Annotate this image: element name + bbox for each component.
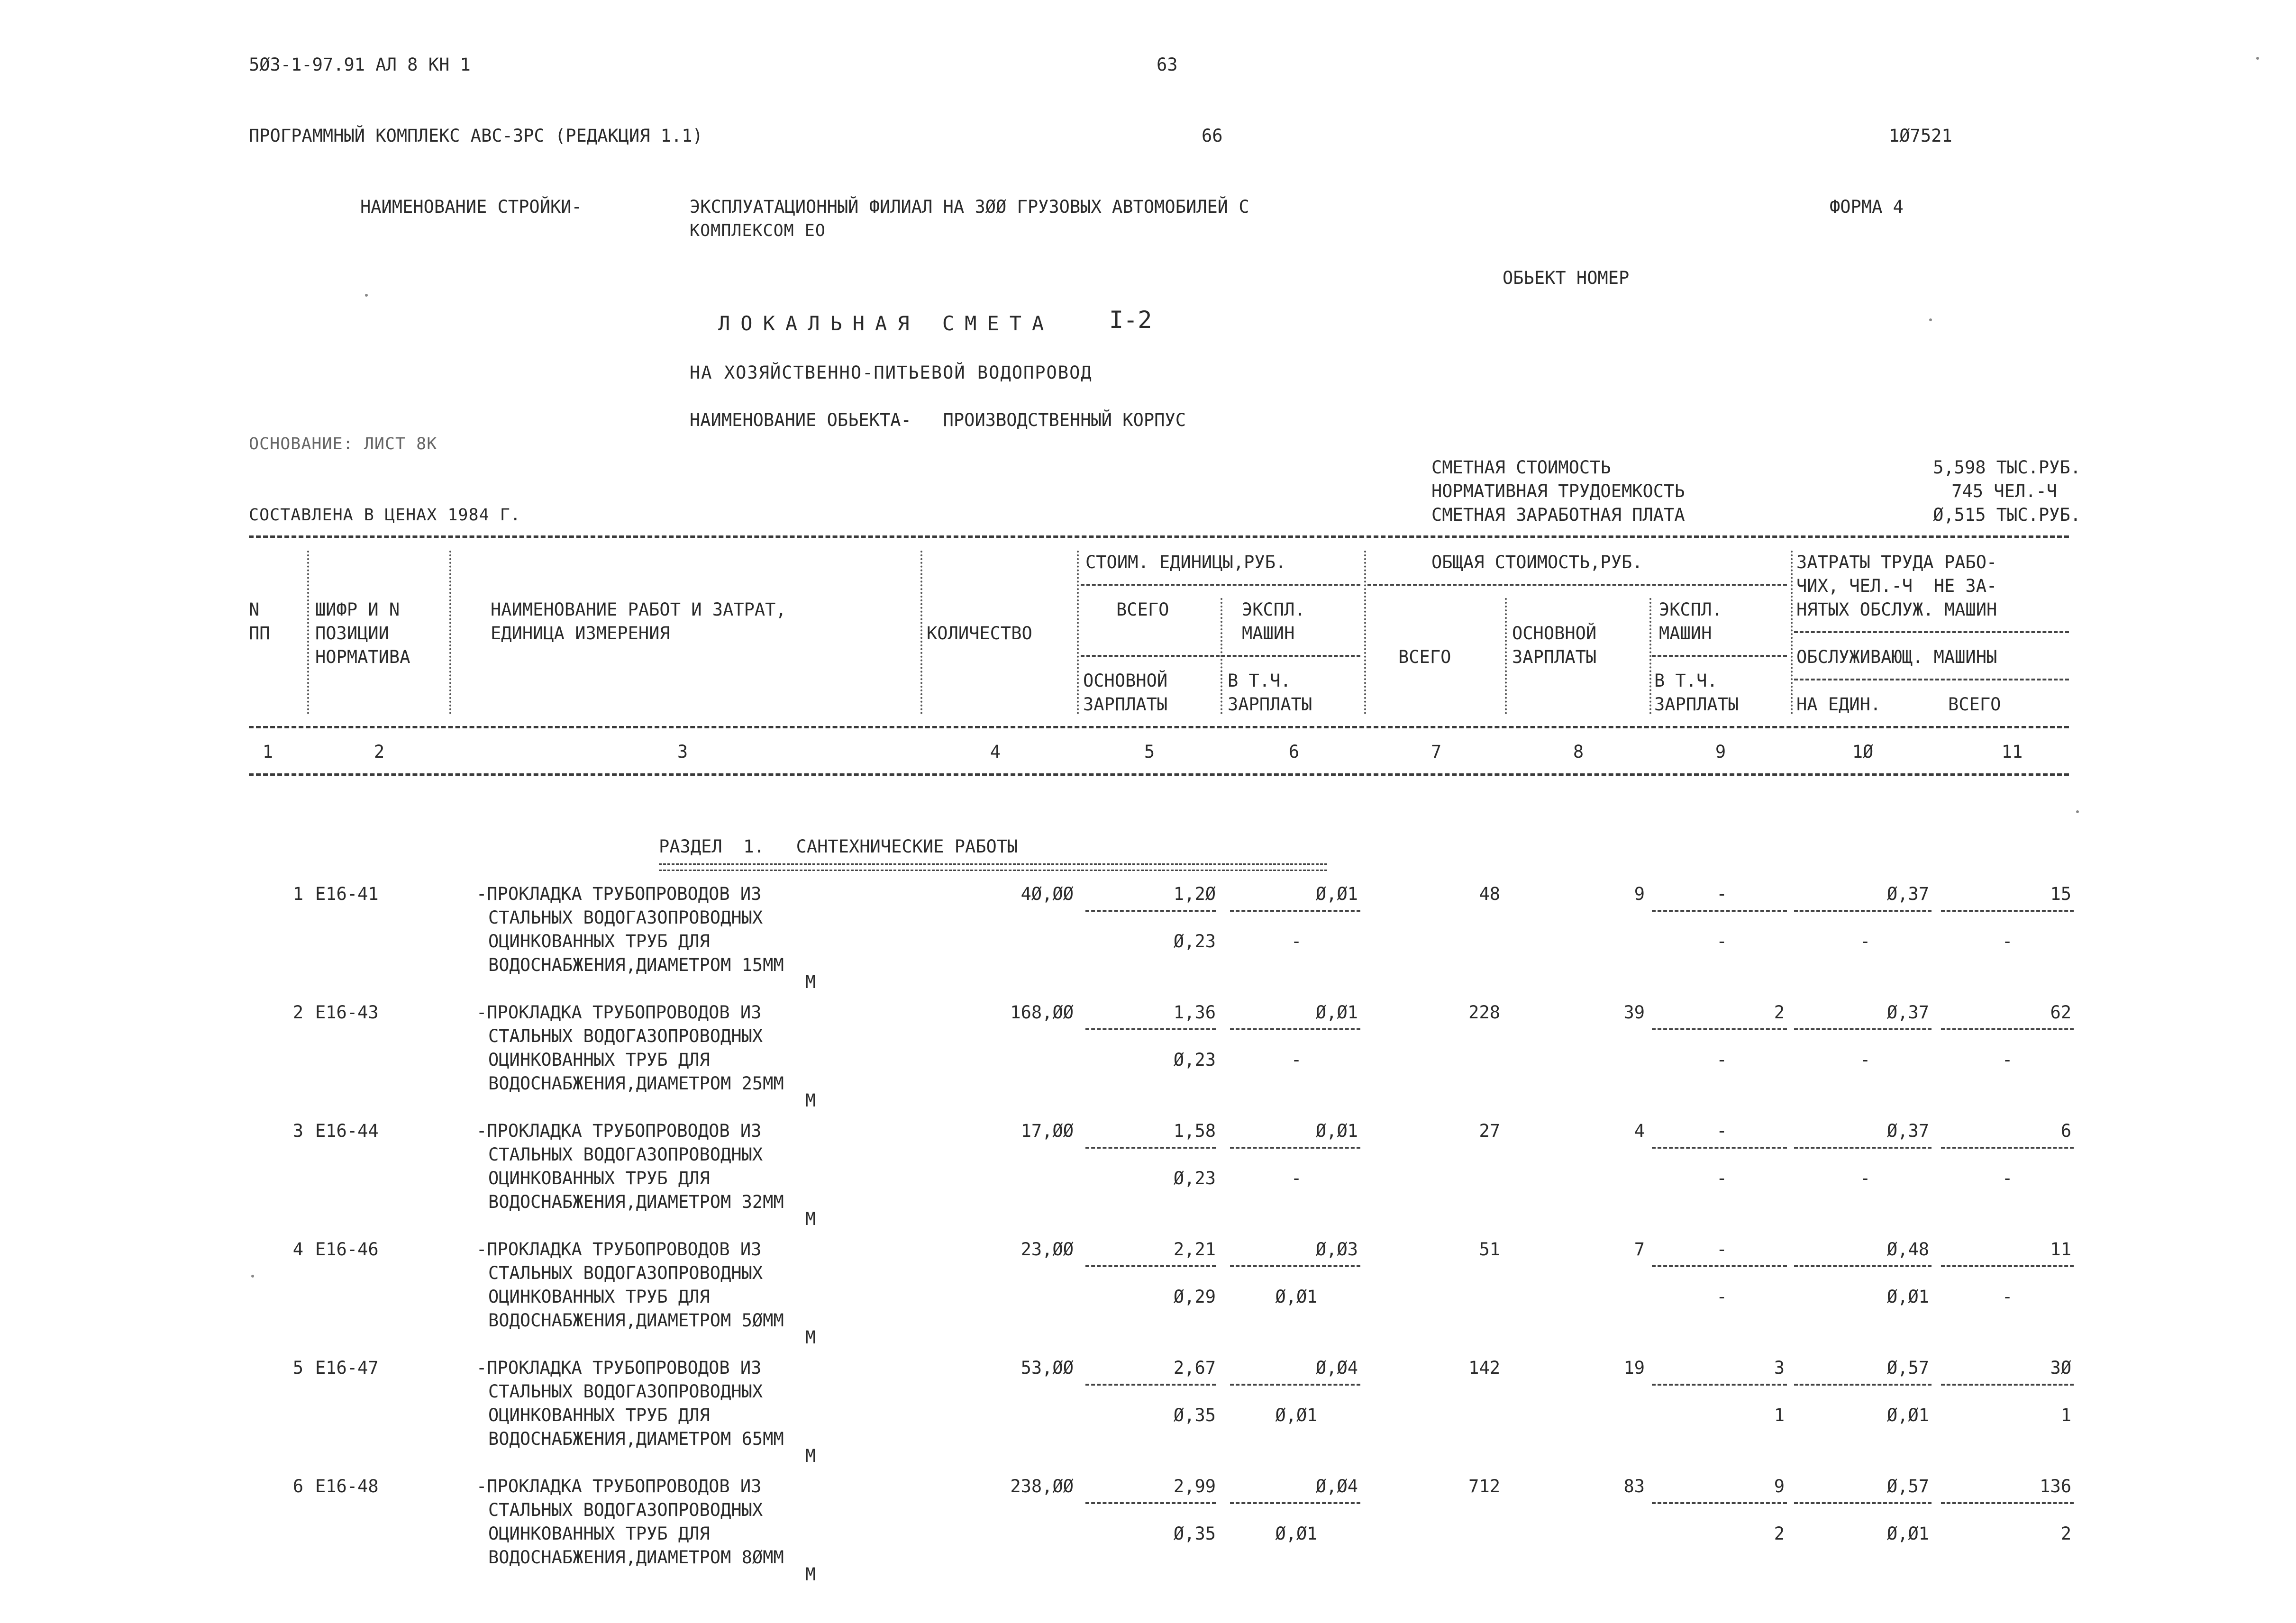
col-separator [1505, 598, 1507, 714]
cell-rule [1794, 1265, 1932, 1267]
row-unit: М [805, 1209, 816, 1229]
row-total-machines: 2 [1774, 1002, 1785, 1023]
col-number: 5 [1144, 742, 1155, 762]
cell-rule [1652, 1265, 1787, 1267]
row-total-machines: 3 [1774, 1358, 1785, 1378]
row-unit-wages: Ø,23 [1173, 1168, 1216, 1188]
row-labor-total: 3Ø [2050, 1358, 2071, 1378]
cell-rule [1652, 1502, 1787, 1504]
row-total-wages: 4 [1634, 1121, 1645, 1141]
stroika-label: НАИМЕНОВАНИЕ СТРОЙКИ- [360, 197, 582, 217]
summary-label-wages: СМЕТНАЯ ЗАРАБОТНАЯ ПЛАТА [1431, 505, 1685, 525]
col-number: 9 [1715, 742, 1726, 762]
row-unit-machine-wages: - [1291, 1168, 1302, 1188]
row-unit-machine-wages: - [1291, 931, 1302, 952]
row-labor-machines-per-unit: - [1859, 931, 1871, 952]
row-labor-total: 11 [2050, 1239, 2071, 1260]
row-name-line: -ПРОКЛАДКА ТРУБОПРОВОДОВ ИЗ [476, 1476, 762, 1496]
row-labor-machines-per-unit: Ø,Ø1 [1886, 1523, 1929, 1544]
table-top-rule [249, 535, 2069, 538]
object-name: НАИМЕНОВАНИЕ ОБЬЕКТА- ПРОИЗВОДСТВЕННЫЙ КОРПУС [690, 410, 1186, 430]
cell-rule [1085, 1384, 1216, 1386]
smeta-number: I-2 [1109, 306, 1152, 334]
row-quantity: 23,ØØ [1020, 1239, 1074, 1260]
row-unit-wages: Ø,23 [1173, 931, 1216, 952]
header-labor-total: ВСЕГО [1948, 694, 2001, 715]
cell-rule [1085, 910, 1216, 912]
header-unit-machines: ЭКСПЛ. МАШИН [1242, 599, 1305, 644]
row-code: Е16-48 [315, 1476, 379, 1496]
row-name-line: СТАЛЬНЫХ ВОДОГАЗОПРОВОДНЫХ [488, 907, 763, 928]
header-rule [1652, 655, 1787, 657]
cell-rule [1652, 1384, 1787, 1386]
row-unit-total: 1,2Ø [1173, 884, 1216, 904]
col-number: 4 [990, 742, 1001, 762]
page-number: 63 [1157, 54, 1178, 75]
row-total-machine-wages: - [1716, 1050, 1727, 1070]
header-total-wages: ОСНОВНОЙ ЗАРПЛАТЫ [1512, 623, 1597, 667]
row-name-line: ВОДОСНАБЖЕНИЯ,ДИАМЕТРОМ 15ММ [488, 955, 784, 975]
cell-rule [1652, 1028, 1787, 1030]
row-labor-total: 6 [2060, 1121, 2071, 1141]
row-name-line: ОЦИНКОВАННЫХ ТРУБ ДЛЯ [488, 1523, 710, 1544]
basis-line: ОСНОВАНИЕ: ЛИСТ 8К [249, 435, 437, 453]
header-rule [1367, 584, 1787, 586]
row-number: 2 [292, 1002, 303, 1023]
row-unit: М [805, 1090, 816, 1111]
row-unit-total: 1,36 [1173, 1002, 1216, 1023]
row-total-all: 712 [1468, 1476, 1500, 1496]
scan-speck [1929, 318, 1932, 321]
col-separator [920, 551, 922, 714]
row-unit-machines: Ø,Ø1 [1315, 1002, 1358, 1023]
row-unit-machine-wages: Ø,Ø1 [1275, 1523, 1318, 1544]
row-number: 3 [292, 1121, 303, 1141]
col-separator [449, 551, 451, 714]
col-separator [1077, 551, 1079, 714]
row-name-line: ВОДОСНАБЖЕНИЯ,ДИАМЕТРОМ 25ММ [488, 1073, 784, 1094]
row-total-all: 228 [1468, 1002, 1500, 1023]
col-number: 11 [2001, 742, 2023, 762]
row-code: Е16-44 [315, 1121, 379, 1141]
header-total-cost: ОБЩАЯ СТОИМОСТЬ,РУБ. [1431, 552, 1643, 572]
header-rule [1081, 655, 1360, 657]
row-labor-machines-total: - [2002, 931, 2013, 952]
row-total-wages: 19 [1623, 1358, 1645, 1378]
cell-rule [1652, 1147, 1787, 1149]
row-unit-machine-wages: - [1291, 1050, 1302, 1070]
summary-value-labor: 745 ЧЕЛ.-Ч [1951, 481, 2057, 501]
row-name-line: СТАЛЬНЫХ ВОДОГАЗОПРОВОДНЫХ [488, 1026, 763, 1046]
col-number: 8 [1573, 742, 1584, 762]
row-labor-per-unit: Ø,48 [1886, 1239, 1929, 1260]
header-total-machine-wages: В Т.Ч. ЗАРПЛАТЫ [1654, 671, 1739, 715]
row-name-line: ОЦИНКОВАННЫХ ТРУБ ДЛЯ [488, 1050, 710, 1070]
header-unit-total: ВСЕГО [1116, 599, 1169, 620]
cell-rule [1230, 1028, 1360, 1030]
purpose-line: НА ХОЗЯЙСТВЕННО-ПИТЬЕВОЙ ВОДОПРОВОД [690, 363, 1093, 383]
row-name-line: -ПРОКЛАДКА ТРУБОПРОВОДОВ ИЗ [476, 1239, 762, 1260]
row-code: Е16-46 [315, 1239, 379, 1260]
object-number-label: ОБЬЕКТ НОМЕР [1503, 268, 1630, 288]
header-labor-per-unit: НА ЕДИН. [1796, 694, 1881, 715]
cell-rule [1794, 910, 1932, 912]
row-name-line: ОЦИНКОВАННЫХ ТРУБ ДЛЯ [488, 1287, 710, 1307]
header-n: N ПП [249, 599, 270, 644]
row-labor-machines-total: - [2002, 1168, 2013, 1188]
row-name-line: СТАЛЬНЫХ ВОДОГАЗОПРОВОДНЫХ [488, 1263, 763, 1283]
summary-value-wages: Ø,515 ТЫС.РУБ. [1933, 505, 2081, 525]
row-total-all: 48 [1479, 884, 1500, 904]
row-number: 5 [292, 1358, 303, 1378]
form-label: ФОРМА 4 [1830, 197, 1904, 217]
row-name-line: -ПРОКЛАДКА ТРУБОПРОВОДОВ ИЗ [476, 1358, 762, 1378]
header-rule [1081, 584, 1360, 586]
row-unit-total: 2,21 [1173, 1239, 1216, 1260]
row-name-line: -ПРОКЛАДКА ТРУБОПРОВОДОВ ИЗ [476, 1002, 762, 1023]
row-name-line: -ПРОКЛАДКА ТРУБОПРОВОДОВ ИЗ [476, 1121, 762, 1141]
col-number: 2 [374, 742, 385, 762]
scan-speck [2076, 810, 2079, 813]
header-total-all: ВСЕГО [1398, 647, 1451, 667]
row-quantity: 238,ØØ [1010, 1476, 1074, 1496]
cell-rule [1230, 1502, 1360, 1504]
row-unit-machines: Ø,Ø3 [1315, 1239, 1358, 1260]
header-rule [1794, 679, 2069, 680]
row-labor-total: 62 [2050, 1002, 2071, 1023]
header-name: НАИМЕНОВАНИЕ РАБОТ И ЗАТРАТ, ЕДИНИЦА ИЗМЕРЕНИЯ [491, 599, 786, 644]
row-unit-wages: Ø,29 [1173, 1287, 1216, 1307]
row-unit: М [805, 1327, 816, 1348]
row-unit-total: 2,67 [1173, 1358, 1216, 1378]
header-quantity: КОЛИЧЕСТВО [927, 623, 1032, 644]
row-labor-machines-per-unit: Ø,Ø1 [1886, 1405, 1929, 1425]
col-number: 1Ø [1852, 742, 1874, 762]
cell-rule [1794, 1384, 1932, 1386]
cell-rule [1941, 1384, 2074, 1386]
header-rule [1794, 631, 2069, 633]
row-number: 4 [292, 1239, 303, 1260]
header-labor: ЗАТРАТЫ ТРУДА РАБО- ЧИХ, ЧЕЛ.-Ч НЕ ЗА- НЯТЫХ ОБСЛУЖ. МАШИН [1796, 552, 1997, 620]
header-labor-machines: ОБСЛУЖИВАЮЩ. МАШИНЫ [1796, 647, 1997, 667]
row-total-wages: 9 [1634, 884, 1645, 904]
col-separator [1649, 598, 1651, 714]
row-number: 1 [292, 884, 303, 904]
stroika-name-line2: КОМПЛЕКСОМ ЕО [690, 221, 826, 240]
row-total-machines: 9 [1774, 1476, 1785, 1496]
row-unit: М [805, 1564, 816, 1585]
scan-speck [365, 294, 368, 297]
col-separator [1364, 551, 1366, 714]
row-labor-machines-total: 1 [2060, 1405, 2071, 1425]
row-labor-machines-total: 2 [2060, 1523, 2071, 1544]
col-number: 6 [1288, 742, 1300, 762]
row-unit-total: 2,99 [1173, 1476, 1216, 1496]
cell-rule [1230, 1147, 1360, 1149]
row-name-line: ОЦИНКОВАННЫХ ТРУБ ДЛЯ [488, 1168, 710, 1188]
row-name-line: ВОДОСНАБЖЕНИЯ,ДИАМЕТРОМ 65ММ [488, 1429, 784, 1449]
price-level-line: СОСТАВЛЕНА В ЦЕНАХ 1984 Г. [249, 506, 521, 525]
cell-rule [1230, 1265, 1360, 1267]
row-quantity: 168,ØØ [1010, 1002, 1074, 1023]
cell-rule [1085, 1265, 1216, 1267]
row-labor-machines-total: - [2002, 1287, 2013, 1307]
row-total-all: 27 [1479, 1121, 1500, 1141]
stroika-name-line1: ЭКСПЛУАТАЦИОННЫЙ ФИЛИАЛ НА 3ØØ ГРУЗОВЫХ АВТОМОБИЛЕЙ С [690, 197, 1249, 217]
row-unit-wages: Ø,35 [1173, 1405, 1216, 1425]
row-labor-total: 136 [2040, 1476, 2071, 1496]
summary-value-cost: 5,598 ТЫС.РУБ. [1933, 457, 2081, 478]
row-unit: М [805, 1446, 816, 1466]
row-labor-total: 15 [2050, 884, 2071, 904]
program-name: ПРОГРАММНЫЙ КОМПЛЕКС АВС-3РС (РЕДАКЦИЯ 1.1) [249, 126, 703, 146]
col-number: 3 [677, 742, 688, 762]
cell-rule [1230, 1384, 1360, 1386]
document-number: 1Ø7521 [1889, 126, 1952, 146]
row-total-machine-wages: - [1716, 1287, 1727, 1307]
row-name-line: СТАЛЬНЫХ ВОДОГАЗОПРОВОДНЫХ [488, 1381, 763, 1402]
row-total-wages: 39 [1623, 1002, 1645, 1023]
row-unit-machine-wages: Ø,Ø1 [1275, 1405, 1318, 1425]
row-labor-per-unit: Ø,37 [1886, 884, 1929, 904]
row-labor-per-unit: Ø,37 [1886, 1121, 1929, 1141]
row-unit-machine-wages: Ø,Ø1 [1275, 1287, 1318, 1307]
row-quantity: 53,ØØ [1020, 1358, 1074, 1378]
cell-rule [1085, 1502, 1216, 1504]
cell-rule [1941, 910, 2074, 912]
cell-rule [1794, 1502, 1932, 1504]
row-labor-machines-per-unit: Ø,Ø1 [1886, 1287, 1929, 1307]
row-labor-per-unit: Ø,37 [1886, 1002, 1929, 1023]
row-unit-machines: Ø,Ø4 [1315, 1476, 1358, 1496]
row-total-machine-wages: 1 [1774, 1405, 1785, 1425]
row-unit: М [805, 972, 816, 992]
document-code: 5Ø3-1-97.91 АЛ 8 КН 1 [249, 54, 471, 75]
row-unit-machines: Ø,Ø1 [1315, 1121, 1358, 1141]
row-labor-per-unit: Ø,57 [1886, 1476, 1929, 1496]
row-number: 6 [292, 1476, 303, 1496]
section-underline [659, 863, 1327, 871]
row-total-machine-wages: 2 [1774, 1523, 1785, 1544]
section-title: РАЗДЕЛ 1. САНТЕХНИЧЕСКИЕ РАБОТЫ [659, 836, 1018, 857]
header-total-machines: ЭКСПЛ. МАШИН [1659, 599, 1722, 644]
row-code: Е16-47 [315, 1358, 379, 1378]
row-code: Е16-43 [315, 1002, 379, 1023]
col-number: 7 [1430, 742, 1442, 762]
cell-rule [1652, 910, 1787, 912]
row-labor-machines-per-unit: - [1859, 1168, 1871, 1188]
row-total-wages: 83 [1623, 1476, 1645, 1496]
cell-rule [1085, 1147, 1216, 1149]
row-name-line: ВОДОСНАБЖЕНИЯ,ДИАМЕТРОМ 8ØММ [488, 1547, 784, 1568]
row-labor-per-unit: Ø,57 [1886, 1358, 1929, 1378]
smeta-title: ЛОКАЛЬНАЯ СМЕТА [718, 312, 1055, 335]
row-code: Е16-41 [315, 884, 379, 904]
cell-rule [1230, 910, 1360, 912]
row-total-machines: - [1716, 1121, 1727, 1141]
row-name-line: ОЦИНКОВАННЫХ ТРУБ ДЛЯ [488, 1405, 710, 1425]
summary-label-cost: СМЕТНАЯ СТОИМОСТЬ [1431, 457, 1611, 478]
row-unit-total: 1,58 [1173, 1121, 1216, 1141]
row-name-line: ОЦИНКОВАННЫХ ТРУБ ДЛЯ [488, 931, 710, 952]
row-unit-machines: Ø,Ø1 [1315, 884, 1358, 904]
row-total-all: 51 [1479, 1239, 1500, 1260]
row-quantity: 17,ØØ [1020, 1121, 1074, 1141]
cell-rule [1941, 1147, 2074, 1149]
summary-label-labor: НОРМАТИВНАЯ ТРУДОЕМКОСТЬ [1431, 481, 1685, 501]
col-number: 1 [262, 742, 273, 762]
header-unit-cost: СТОИМ. ЕДИНИЦЫ,РУБ. [1085, 552, 1286, 572]
cell-rule [1794, 1028, 1932, 1030]
row-name-line: ВОДОСНАБЖЕНИЯ,ДИАМЕТРОМ 32ММ [488, 1192, 784, 1212]
row-unit-wages: Ø,23 [1173, 1050, 1216, 1070]
scan-speck [2256, 57, 2259, 60]
cell-rule [1941, 1502, 2074, 1504]
row-name-line: СТАЛЬНЫХ ВОДОГАЗОПРОВОДНЫХ [488, 1144, 763, 1165]
table-header-bottom-rule [249, 773, 2069, 776]
row-total-machine-wages: - [1716, 931, 1727, 952]
cell-rule [1941, 1028, 2074, 1030]
row-name-line: СТАЛЬНЫХ ВОДОГАЗОПРОВОДНЫХ [488, 1500, 763, 1520]
col-separator [307, 551, 309, 714]
row-quantity: 4Ø,ØØ [1020, 884, 1074, 904]
row-name-line: ВОДОСНАБЖЕНИЯ,ДИАМЕТРОМ 5ØММ [488, 1310, 784, 1331]
row-labor-machines-per-unit: - [1859, 1050, 1871, 1070]
col-separator [1791, 551, 1793, 714]
row-name-line: -ПРОКЛАДКА ТРУБОПРОВОДОВ ИЗ [476, 884, 762, 904]
row-total-machines: - [1716, 1239, 1727, 1260]
row-total-machine-wages: - [1716, 1168, 1727, 1188]
header-code: ШИФР И N ПОЗИЦИИ НОРМАТИВА [315, 599, 410, 667]
row-unit-machines: Ø,Ø4 [1315, 1358, 1358, 1378]
cell-rule [1941, 1265, 2074, 1267]
program-number: 66 [1202, 126, 1223, 146]
row-total-all: 142 [1468, 1358, 1500, 1378]
row-total-machines: - [1716, 884, 1727, 904]
cell-rule [1085, 1028, 1216, 1030]
table-header-rule [249, 726, 2069, 728]
cell-rule [1794, 1147, 1932, 1149]
row-total-wages: 7 [1634, 1239, 1645, 1260]
row-unit-wages: Ø,35 [1173, 1523, 1216, 1544]
scan-speck [251, 1275, 254, 1278]
header-unit-wages: ОСНОВНОЙ ЗАРПЛАТЫ [1083, 671, 1168, 715]
row-labor-machines-total: - [2002, 1050, 2013, 1070]
header-unit-machine-wages: В Т.Ч. ЗАРПЛАТЫ [1228, 671, 1312, 715]
